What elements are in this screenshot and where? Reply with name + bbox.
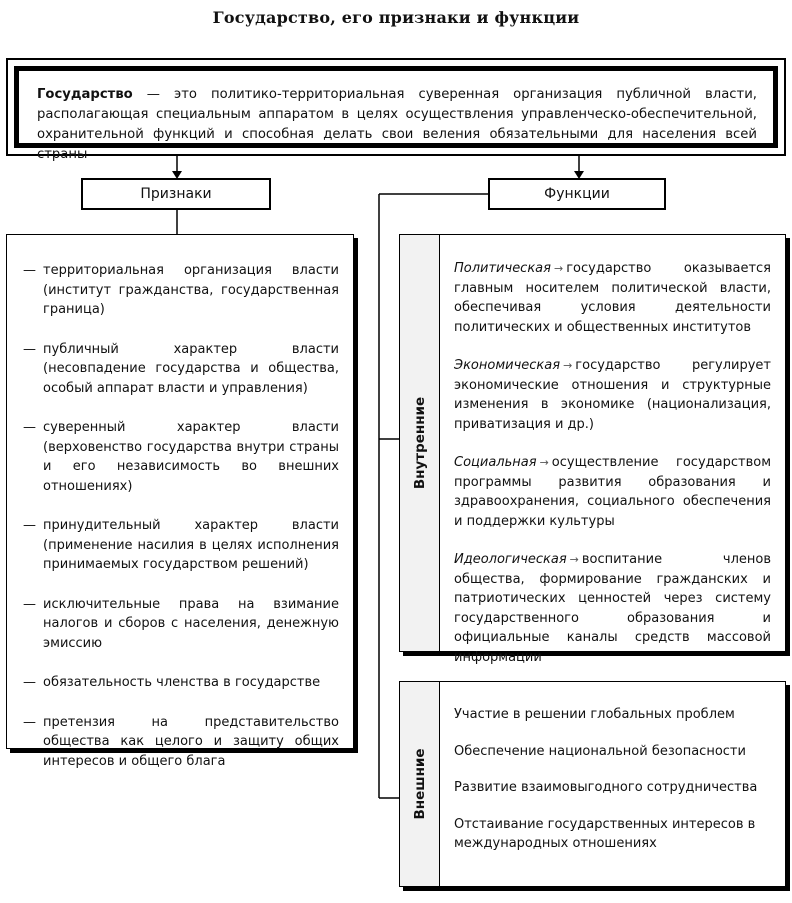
- external-function-item: Обеспечение национальной безопасности: [454, 743, 746, 759]
- external-functions-box: [439, 681, 786, 887]
- diagram-title: Государство, его признаки и функции: [212, 8, 580, 27]
- function-name: Социальная: [454, 455, 537, 470]
- functions-header: Функции: [488, 178, 666, 210]
- external-tab: [399, 681, 439, 887]
- feature-item: — суверенный характер власти (верховенство государства внутри страны и его независимость во внешних отношениях): [23, 420, 339, 494]
- features-panel: [6, 234, 354, 769]
- internal-tab: [399, 234, 439, 652]
- internal-function-item: Политическая → государство оказывается главным носителем политической власти, обеспечивая условия деятельности политических и общественных институтов: [454, 261, 771, 335]
- internal-function-item: Социальная → осуществление государством программы развития образования и здравоохранения, социального обеспечения и поддержки культуры: [454, 455, 771, 529]
- arrow-icon: →: [563, 359, 573, 372]
- external-label: Внешние: [411, 748, 428, 820]
- feature-item: — территориальная организация власти (институт гражданства, государственная граница): [23, 263, 339, 317]
- arrow-icon: →: [539, 456, 549, 469]
- arrow-icon: →: [553, 262, 564, 275]
- external-function-item: Отстаивание государственных интересов в международных отношениях: [454, 816, 756, 851]
- arrow-icon: →: [569, 553, 579, 566]
- definition-body: — это политико-территориальная суверенная организация публичной власти, располагающая специальным аппаратом в целях осуществления управленческо-обеспечительной, охранительной функций и способная делать свои веления обязательными для населения всей страны: [37, 87, 757, 162]
- feature-item: — претензия на представительство общества как целого и защиту общих интересов и общего блага: [23, 714, 339, 769]
- feature-item: — публичный характер власти (несовпадение государства и общества, особый аппарат власти и управления): [23, 341, 339, 396]
- feature-item: — исключительные права на взимание налогов и сборов с населения, денежную эмиссию: [23, 596, 339, 651]
- feature-item: — принудительный характер власти (применение насилия в целях исполнения принимаемых государством решений): [23, 518, 339, 572]
- internal-functions-box: [439, 234, 786, 665]
- internal-function-item: Идеологическая → воспитание членов общества, формирование гражданских и патриотических ценностей через систему государственного образования и официальные каналы средств массовой информации: [454, 552, 771, 665]
- features-header: Признаки: [81, 178, 271, 210]
- function-name: Экономическая: [454, 358, 561, 373]
- external-function-item: Развитие взаимовыгодного сотрудничества: [454, 780, 758, 795]
- feature-item: — обязательность членства в государстве: [23, 675, 321, 690]
- internal-label: Внутренние: [411, 396, 428, 490]
- internal-function-item: Экономическая → государство регулирует экономические отношения и структурные изменения в экономике (национализация, приватизация и др.): [454, 358, 771, 432]
- external-function-item: Участие в решении глобальных проблем: [454, 707, 735, 722]
- definition-term: Государство: [37, 87, 133, 102]
- function-name: Политическая: [454, 261, 551, 276]
- function-name: Идеологическая: [454, 552, 567, 567]
